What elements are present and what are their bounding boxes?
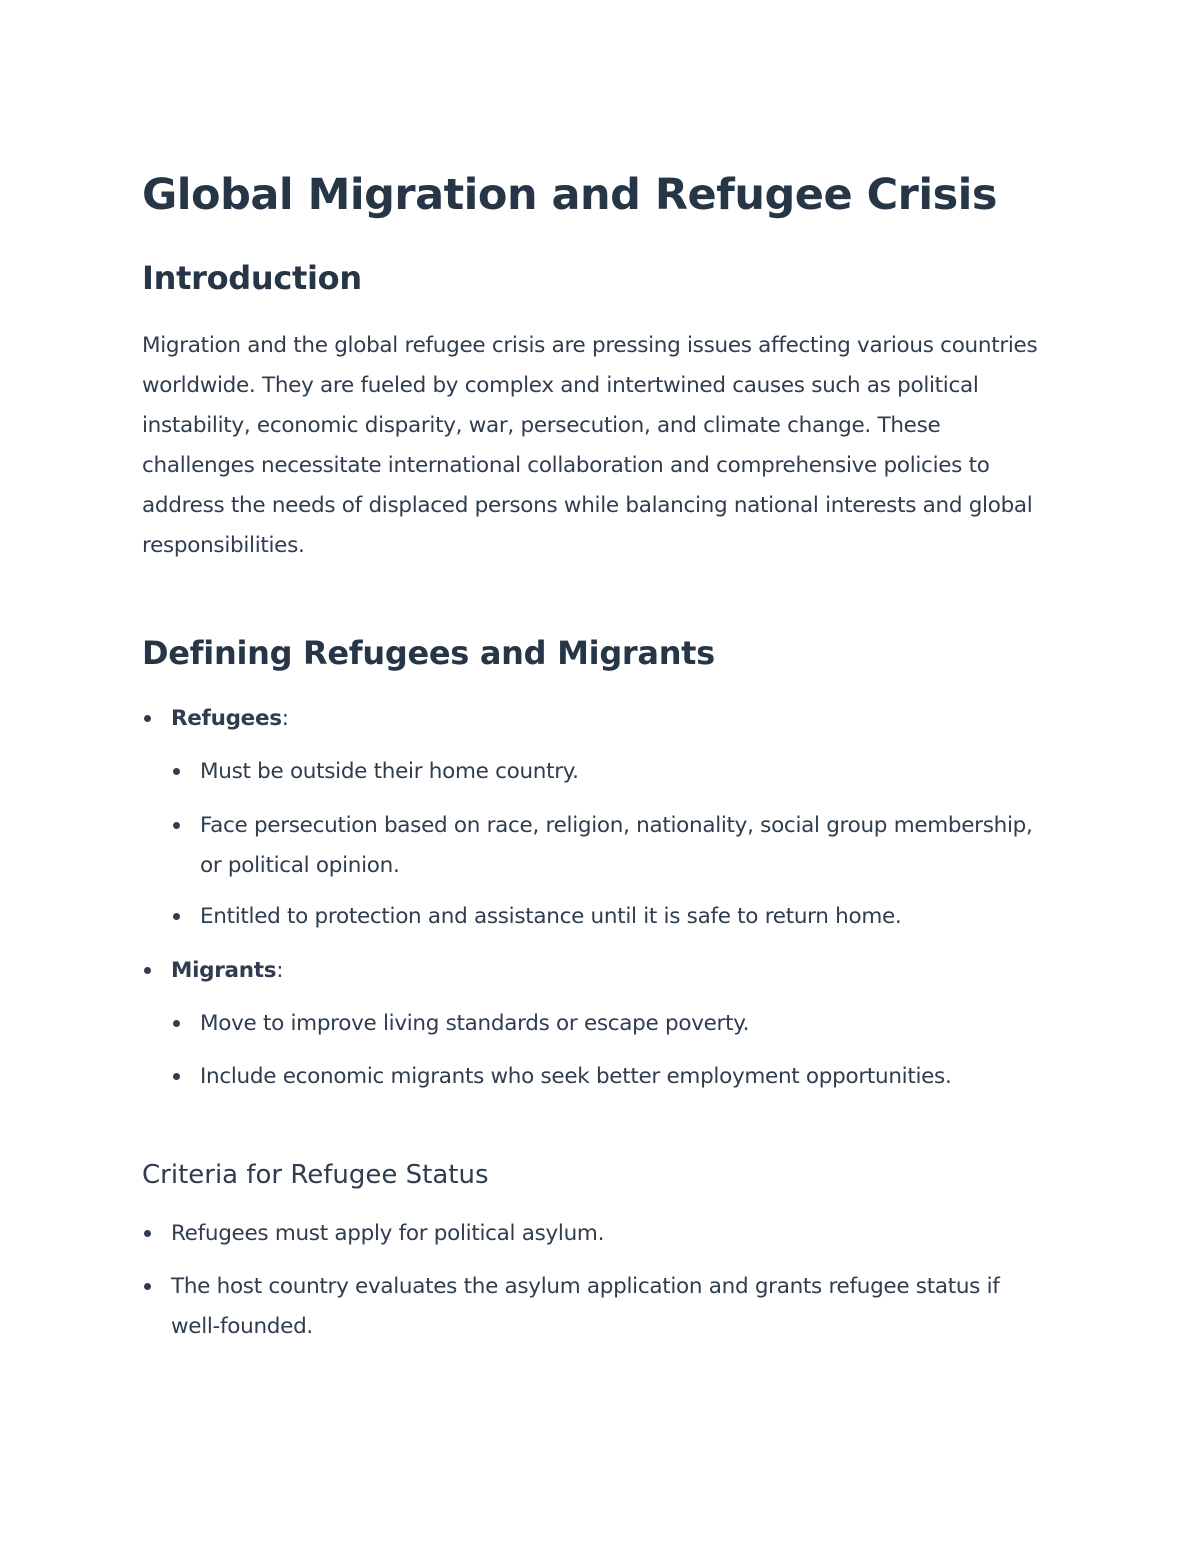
migrants-colon: : [276,958,284,983]
list-item [200,1057,1040,1097]
list-item-migrants [171,951,1031,991]
list-item-text: Entitled to protection and assistance until it is safe to return home. [200,904,902,929]
defining-heading: Defining Refugees and Migrants [142,634,715,672]
list-item-text: Face persecution based on race, religion, nationality, social group membership, or political opinion. [200,813,1033,878]
document-title: Global Migration and Refugee Crisis [142,170,998,220]
migrants-label: Migrants [171,958,277,983]
bullet-icon [173,1073,180,1080]
introduction-heading: Introduction [142,259,362,297]
bullet-icon [173,822,180,829]
list-item [171,1267,1031,1347]
list-item-text: Move to improve living standards or escape poverty. [200,1011,750,1036]
bullet-icon [173,768,180,775]
bullet-icon [144,715,151,722]
list-item-text: Must be outside their home country. [200,759,579,784]
bullet-icon [173,1020,180,1027]
list-item [200,897,1040,937]
bullet-icon [144,1230,151,1237]
list-item [200,752,1040,792]
list-item-text: The host country evaluates the asylum application and grants refugee status if well-founded. [171,1274,1000,1339]
refugees-label: Refugees [171,706,282,731]
list-item [200,806,1040,886]
list-item-text: Refugees must apply for political asylum. [171,1221,605,1246]
list-item [200,1004,1040,1044]
list-item-refugees [171,699,1031,739]
introduction-paragraph: Migration and the global refugee crisis are pressing issues affecting various countries worldwide. They are fueled by complex and intertwined causes such as political instability, economic disparity, war, persecution, and climate change. These challenges necessitate international collaboration and comprehensive policies to address the needs of displaced persons while balancing national interests and global responsibilities. [142,333,1038,558]
refugees-colon: : [281,706,289,731]
bullet-icon [144,967,151,974]
bullet-icon [173,913,180,920]
list-item [171,1214,1031,1254]
list-item-text: Include economic migrants who seek better employment opportunities. [200,1064,952,1089]
criteria-heading: Criteria for Refugee Status [142,1160,489,1190]
bullet-icon [144,1283,151,1290]
